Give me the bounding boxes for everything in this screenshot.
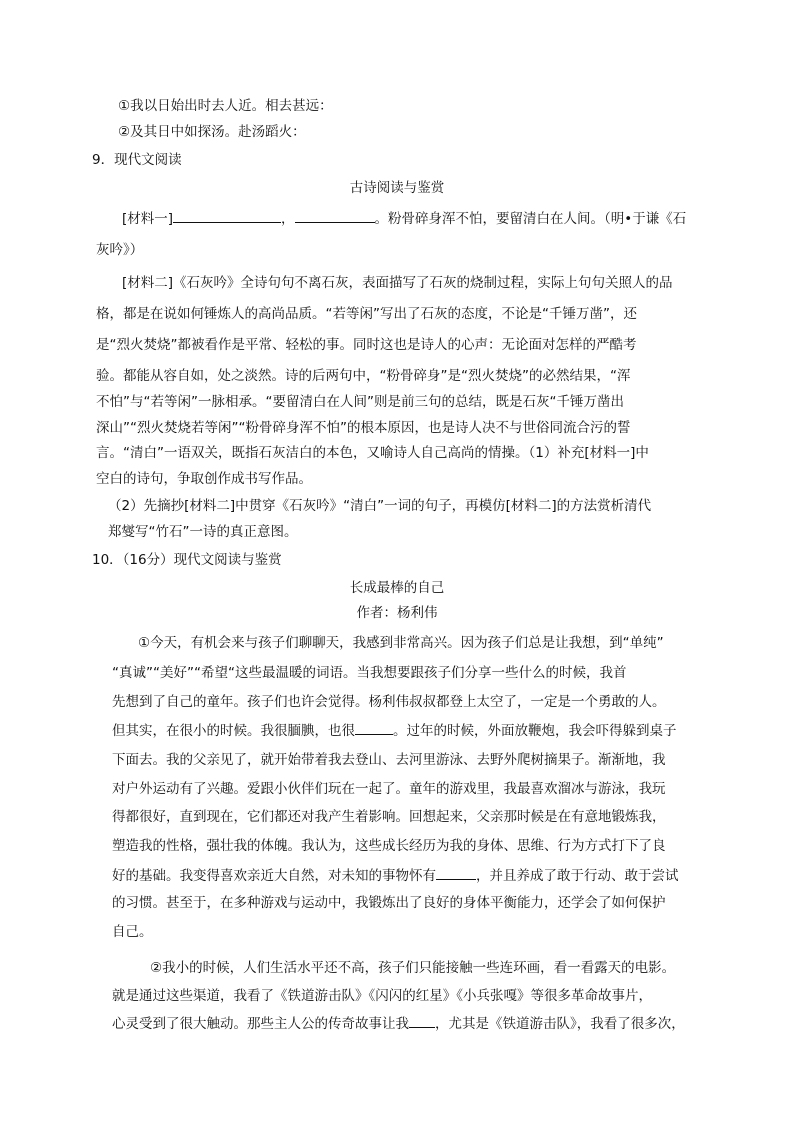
- text-segment: 。过年的时候，外面放鞭炮，我会吓得躲到桌子: [393, 723, 677, 739]
- q10-author: 作者：杨利伟: [356, 605, 438, 621]
- q9-material1-line2: 灰吟》）: [96, 242, 144, 258]
- q10-p1-line: [112, 865, 679, 886]
- q10-p1-line: 的习惯。甚至于，在多种游戏与运动中，我锻炼出了良好的身体平衡能力，还学会了如何保护: [112, 895, 666, 911]
- answer-blank[interactable]: [173, 208, 281, 223]
- q9-material2-line: [材料二]《石灰吟》全诗句句不离石灰，表面描写了石灰的烧制过程，实际上句句关照人的品: [122, 275, 673, 291]
- q9-material2-line: 深山”“烈火焚烧若等闲”“粉骨碎身浑不怕”的根本原因，也是诗人决不与世俗同流合污的誓: [96, 420, 631, 436]
- q9-sub2-line: 郑燮写“竹石”一诗的真正意图。: [108, 524, 298, 540]
- q8-item-1: ①我以日始出时去人近。相去甚远：: [118, 98, 333, 114]
- q9-material1-line1: [122, 208, 686, 229]
- q9-material2-line: 空白的诗句，争取创作成书写作品。: [96, 471, 312, 487]
- q9-material2-line: 验。都能从容自如，处之淡然。诗的后两句中，“粉骨碎身”是“烈火焚烧”的必然结果，“浑: [96, 368, 631, 384]
- q10-p1-line: “真诚”“美好”“希望“这些最温暖的词语。当我想要跟孩子们分享一些什么的时候，我首: [112, 665, 627, 681]
- q10-title: 长成最棒的自己: [349, 580, 445, 596]
- q10-p2-line: 就是通过这些渠道，我看了《铁道游击队》《闪闪的红星》《小兵张嘎》等很多革命故事片，: [112, 988, 652, 1004]
- material1-text: 。粉骨碎身浑不怕，要留清白在人间。（明•于谦《石: [374, 211, 687, 227]
- text-segment: ，尤其是《铁道游击队》，我看了很多次，: [435, 1016, 685, 1032]
- q8-item-2: ②及其日中如探汤。赴汤蹈火：: [118, 124, 306, 140]
- q10-p1-line: ①今天，有机会来与孩子们聊聊天，我感到非常高兴。因为孩子们总是让我想，到“单纯”: [138, 635, 664, 651]
- answer-blank[interactable]: [355, 720, 393, 735]
- q10-p1-line: 下面去。我的父亲见了，就开始带着我去登山、去河里游泳、去野外爬树摘果子。渐渐地，我: [112, 752, 666, 768]
- q10-p2-line: [112, 1013, 685, 1034]
- q10-p1-line: 自己。: [112, 924, 153, 940]
- q9-title: 古诗阅读与鉴赏: [349, 180, 445, 196]
- q10-p1-line: 先想到了自己的童年。孩子们也许会觉得。杨利伟叔叔都登上太空了，一定是一个勇敢的人。: [112, 694, 666, 710]
- q10-p1-line: 得都很好，直到现在，它们都还对我产生着影响。回想起来，父亲那时候是在有意地锻炼我，: [112, 809, 666, 825]
- q10-p1-line: 对户外运动有了兴趣。爱跟小伙伴们玩在一起了。童年的游戏里，我最喜欢溜冰与游泳，我玩: [112, 781, 666, 797]
- material1-label: [材料一]: [122, 211, 174, 227]
- answer-blank[interactable]: [409, 1013, 435, 1028]
- text-segment: ，并且养成了敢于行动、敢于尝试: [476, 868, 679, 884]
- text-segment: 但其实，在很小的时候。我很腼腆，也很: [112, 723, 355, 739]
- answer-blank[interactable]: [436, 865, 476, 880]
- q9-header: 9．现代文阅读: [92, 152, 182, 168]
- q9-material2-line: 是“烈火焚烧”都被看作是平常、轻松的事。同时这也是诗人的心声：无论面对怎样的严酷考: [96, 337, 637, 353]
- answer-blank[interactable]: [295, 208, 375, 223]
- q10-p1-line: 塑造我的性格，强壮我的体魄。我认为，这些成长经历为我的身体、思维、行为方式打下了良: [112, 838, 666, 854]
- q10-p2-line: ②我小的时候，人们生活水平还不高，孩子们只能接触一些连环画，看一看露天的电影。: [150, 960, 676, 976]
- q10-header: 10．（16分）现代文阅读与鉴赏: [92, 552, 282, 568]
- q9-material2-line: 言。“清白”一语双关，既指石灰洁白的本色，又喻诗人自己高尚的情操。（1）补充[材料一]中: [96, 445, 649, 461]
- q9-material2-line: 格，都是在说如何锤炼人的高尚品质。“若等闲”写出了石灰的态度，不论是“千锤万凿”，还: [96, 306, 637, 322]
- q9-sub2-line: （2）先摘抄[材料二]中贯穿《石灰吟》“清白”一词的句子，再模仿[材料二]的方法赏析清代: [108, 498, 652, 514]
- q10-p1-line: [112, 720, 677, 741]
- text-segment: 好的基础。我变得喜欢亲近大自然，对未知的事物怀有: [112, 868, 436, 884]
- comma: ，: [281, 211, 295, 227]
- q9-material2-line: 不怕”与“若等闲”一脉相承。“要留清白在人间”则是前三句的总结，既是石灰“千锤万凿出: [96, 394, 624, 410]
- text-segment: 心灵受到了很大触动。那些主人公的传奇故事让我: [112, 1016, 409, 1032]
